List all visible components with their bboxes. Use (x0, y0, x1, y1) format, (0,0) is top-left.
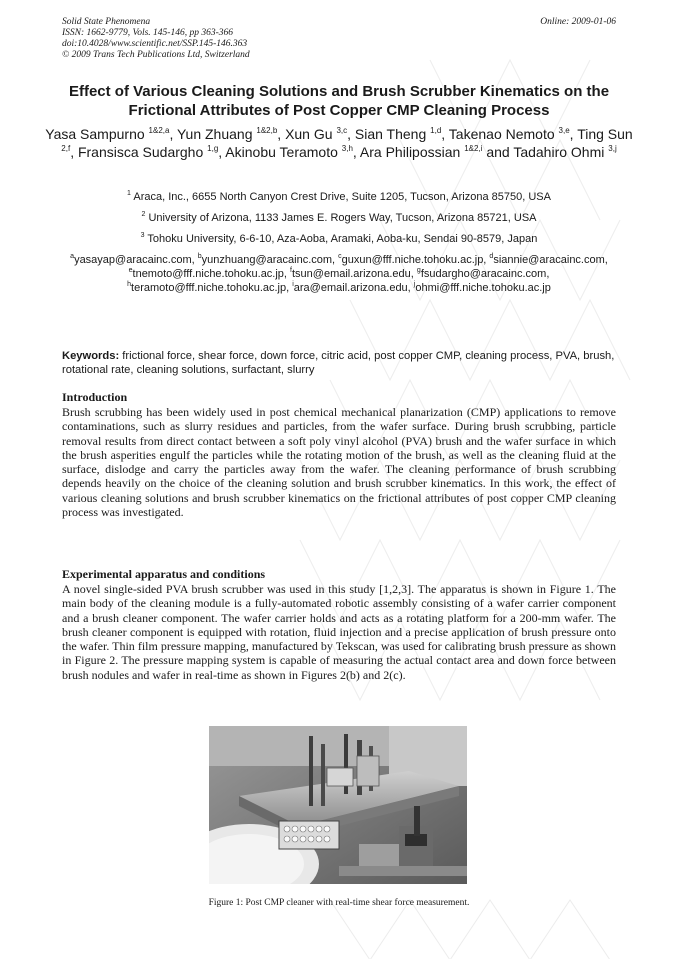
author-affiliation-mark: 1&2,i (464, 144, 483, 153)
email-address[interactable]: ara@email.arizona.edu, (293, 282, 414, 294)
copyright-line: © 2009 Trans Tech Publications Ltd, Switzerland (62, 50, 250, 60)
affiliation-text: University of Arizona, 1133 James E. Rogers Way, Tucson, Arizona 85721, USA (148, 212, 537, 224)
online-date: Online: 2009-01-06 (540, 17, 616, 27)
paper-title: Effect of Various Cleaning Solutions and Brush Scrubber Kinematics on the Frictional Attributes of Post Copper CMP Cleaning Process (68, 83, 610, 119)
author-separator: , (70, 144, 78, 160)
email-mark: e (128, 267, 133, 274)
author-name: Yun Zhuang (176, 126, 253, 142)
author-name: Fransisca Sudargho (77, 144, 204, 160)
affiliation-3 (40, 232, 638, 246)
email-address[interactable]: tnemoto@fff.niche.tohoku.ac.jp, (132, 268, 291, 280)
author-affiliation-mark: 3,h (341, 144, 353, 153)
email-mark: f (290, 267, 292, 274)
email-list (62, 253, 616, 295)
author-affiliation-mark: 1,g (207, 144, 219, 153)
email-address[interactable]: ohmi@fff.niche.tohoku.ac.jp (415, 282, 551, 294)
author-separator: , (277, 126, 286, 142)
email-address[interactable]: guxun@fff.niche.tohoku.ac.jp, (341, 254, 490, 266)
affiliation-mark: 3 (140, 232, 145, 239)
affiliation-text: Tohoku University, 6-6-10, Aza-Aoba, Aramaki, Aoba-ku, Sendai 90-8579, Japan (147, 233, 538, 245)
author-separator: , (352, 144, 360, 160)
email-mark: i (292, 281, 294, 288)
figure-1-caption: Figure 1: Post CMP cleaner with real-time shear force measurement. (208, 898, 470, 908)
email-mark: j (413, 281, 416, 288)
author-affiliation-mark: 1&2,a (148, 126, 170, 135)
email-mark: d (489, 253, 494, 260)
author-list (40, 125, 638, 161)
author-name: Sian Theng (354, 126, 427, 142)
affiliation-1 (40, 190, 638, 204)
author-separator: , (569, 126, 578, 142)
author-affiliation-mark: 3,c (336, 126, 348, 135)
email-mark: h (127, 281, 132, 288)
author-affiliation-mark: 3,j (608, 144, 617, 153)
author-affiliation-mark: 1,d (430, 126, 442, 135)
author-name: Akinobu Teramoto (225, 144, 338, 160)
author-separator: , (169, 126, 177, 142)
keywords (62, 349, 616, 377)
author-name: Xun Gu (285, 126, 333, 142)
author-name: Tadahiro Ohmi (513, 144, 605, 160)
keywords-label: Keywords: (62, 350, 120, 362)
affiliation-mark: 1 (127, 190, 131, 197)
email-address[interactable]: yasayap@aracainc.com, (74, 254, 198, 266)
author-name: Ara Philipossian (359, 144, 461, 160)
email-mark: c (338, 253, 342, 260)
author-affiliation-mark: 2,f (61, 144, 71, 153)
author-separator: , (347, 126, 355, 142)
affiliation-mark: 2 (141, 211, 146, 218)
doi-line: doi:10.4028/www.scientific.net/SSP.145-146.363 (62, 39, 248, 49)
email-address[interactable]: fsudargho@aracainc.com, (420, 268, 550, 280)
journal-name: Solid State Phenomena (62, 17, 151, 27)
email-mark: b (197, 253, 202, 260)
keywords-text: frictional force, shear force, down force, citric acid, post copper CMP, cleaning process, PVA, brush, rotational rate, cleaning solutions, surfactant, slurry (62, 350, 615, 376)
experimental-body: A novel single-sided PVA brush scrubber was used in this study [1,2,3]. The apparatus is shown in Figure 1. The main body of the cleaning module is a fully-automated robotic assembly consisting of a wafer carrier component and a brush cleaner component. The wafer carrier holds and acts as a rotating platform for a 200-mm wafer. The brush cleaner component is equipped with rotation, fluid injection and a precise application of brush pressure onto the wafer. Thin film pressure mapping, manufactured by Tekscan, was used for calibrating brush pressure as shown in Figure 2. The pressure mapping system is capable of measuring the actual contact area and down force between brush nodules and wafer in real-time as shown in Figures 2(b) and 2(c). (62, 582, 616, 682)
introduction-heading: Introduction (62, 390, 128, 404)
author-affiliation-mark: 3,e (558, 126, 570, 135)
email-address[interactable]: tsun@email.arizona.edu, (292, 268, 417, 280)
journal-header (62, 17, 250, 61)
author-separator: and (482, 144, 514, 160)
figure-1-photo (209, 726, 467, 884)
issn-line: ISSN: 1662-9779, Vols. 145-146, pp 363-366 (62, 28, 233, 38)
author-affiliation-mark: 1&2,b (256, 126, 278, 135)
email-mark: a (70, 253, 75, 260)
introduction-body: Brush scrubbing has been widely used in post chemical mechanical planarization (CMP) applications to remove contaminations, such as slurry residues and particles, from the wafer surface. During brush scrubbing, particle removal results from direct contact between a soft poly vinyl alcohol (PVA) brush and the wafer surface in which the brush asperities engulf the particles while the rotating motion of the brush, as well as the cleaning fluid at the surface, dislodge and carry the particles away from the wafer. The cleaning performance of brush scrubbing depends heavily on the choice of the cleaning solution and brush scrubber kinematics. In this work, the effect of various cleaning solutions and brush scrubber kinematics on the frictional attributes of post copper CMP cleaning process was investigated. (62, 405, 616, 520)
brush-scrubber-illustration (209, 726, 467, 884)
affiliation-text: Araca, Inc., 6655 North Canyon Crest Drive, Suite 1205, Tucson, Arizona 85750, USA (133, 191, 551, 203)
email-address[interactable]: yunzhuang@aracainc.com, (201, 254, 339, 266)
email-mark: g (416, 267, 421, 274)
email-address[interactable]: teramoto@fff.niche.tohoku.ac.jp, (131, 282, 293, 294)
author-separator: , (218, 144, 226, 160)
author-name: Yasa Sampurno (45, 126, 145, 142)
author-name: Takenao Nemoto (448, 126, 555, 142)
affiliation-2 (40, 211, 638, 225)
email-address[interactable]: siannie@aracainc.com, (493, 254, 608, 266)
author-separator: , (441, 126, 449, 142)
experimental-heading: Experimental apparatus and conditions (62, 567, 266, 581)
author-name: Ting Sun (577, 126, 633, 142)
